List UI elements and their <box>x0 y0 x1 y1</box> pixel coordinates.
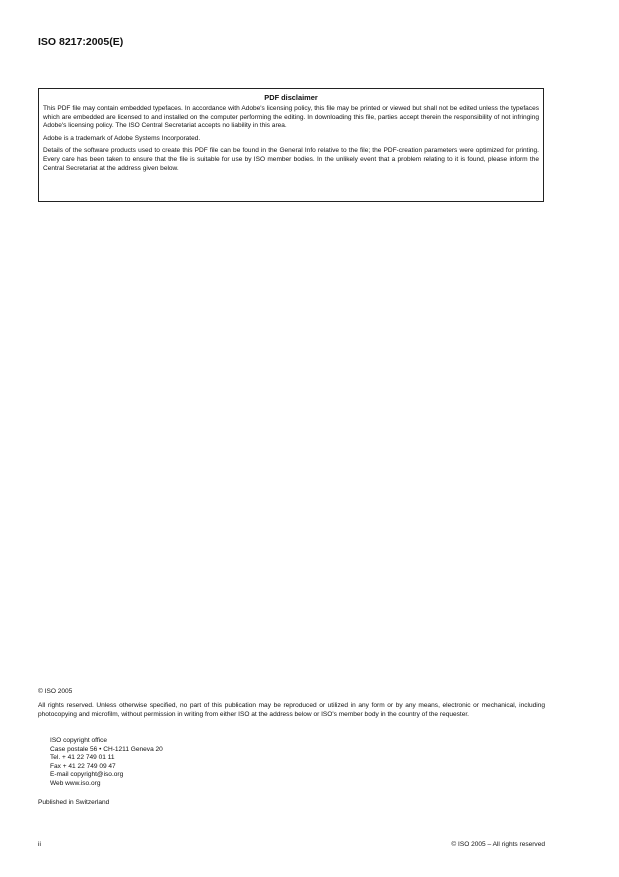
address-line: Fax + 41 22 749 09 47 <box>50 762 116 770</box>
address-web: Web www.iso.org <box>50 779 101 787</box>
document-id: ISO 8217:2005(E) <box>38 36 124 48</box>
pdf-disclaimer-box <box>38 88 544 202</box>
footer-copyright: © ISO 2005 – All rights reserved <box>451 841 545 848</box>
disclaimer-paragraph: Adobe is a trademark of Adobe Systems Incorporated. <box>43 134 201 142</box>
copyright-notice: © ISO 2005 <box>38 688 73 695</box>
rights-statement: All rights reserved. Unless otherwise specified, no part of this publication may be reproduced or utilized in any form or by any means, electronic or mechanical, including photocopying and microfilm, without permission in writing from either ISO at the address below or ISO's member body in the country of the requester. <box>38 702 545 718</box>
address-line: Case postale 56 • CH-1211 Geneva 20 <box>50 745 163 753</box>
published-in: Published in Switzerland <box>38 799 110 806</box>
address-line: Tel. + 41 22 749 01 11 <box>50 754 115 762</box>
disclaimer-paragraph: Details of the software products used to create this PDF file can be found in the General Info relative to the file; the PDF-creation parameters were optimized for printing. Every care has been taken to ensure that the file is suitable for use by ISO member bodies. In the unlikely event that a problem relating to it is found, please inform the Central Secretariat at the address given below. <box>43 147 539 172</box>
address-line: ISO copyright office <box>50 737 108 744</box>
page-number: ii <box>38 841 41 848</box>
address-email: E-mail copyright@iso.org <box>50 771 124 779</box>
disclaimer-paragraph: This PDF file may contain embedded typefaces. In accordance with Adobe's licensing policy, this file may be printed or viewed but shall not be edited unless the typefaces which are embedded are licensed to and installed on the computer performing the editing. In downloading this file, parties accept therein the responsibility of not infringing Adobe's licensing policy. The ISO Central Secretariat accepts no liability in this area. <box>43 105 539 130</box>
copyright-office-address <box>50 737 163 789</box>
disclaimer-title: PDF disclaimer <box>264 93 318 102</box>
